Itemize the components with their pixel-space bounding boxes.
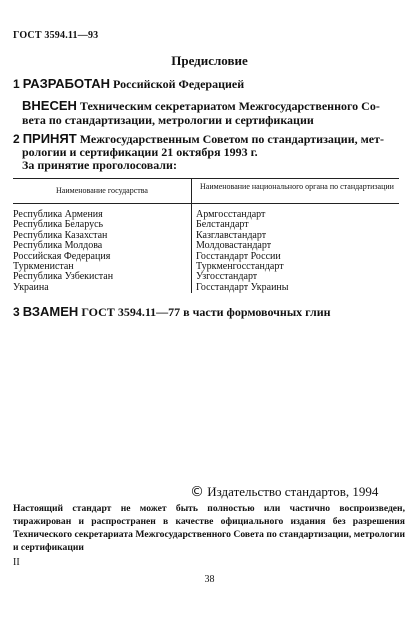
table-cell-state: Республика Узбекистан: [13, 271, 114, 283]
table-cell-organ: Армгосстандарт: [196, 209, 266, 220]
table-cell-state: Российская Федерация: [13, 250, 111, 262]
roman-page-number: II: [13, 557, 20, 568]
copyright-line: [190, 484, 378, 500]
table-cell-state: Республика Казахстан: [13, 229, 108, 241]
document-code: ГОСТ 3594.11—93: [13, 30, 99, 41]
reproduction-notice: Настоящий стандарт не может быть полностью или частично воспроизведен, тиражирован и распространен в качестве официального издания без разрешения Технического секретариата Межгосударственного Совета по стандартизации, метрологии и сертификации: [13, 503, 405, 553]
voting-intro: За принятие проголосовали:: [22, 158, 177, 172]
table-cell-organ: Туркменгосстандарт: [196, 261, 284, 272]
table-cell-state: Республика Молдова: [13, 240, 103, 252]
copyright-icon: ©: [190, 484, 204, 500]
item-text: Российской Федерацией: [110, 77, 245, 91]
item-number: 1: [13, 77, 20, 91]
table-cell-organ: Молдовастандарт: [196, 240, 272, 252]
item-number: 2: [13, 132, 20, 146]
table-cell-organ: Госстандарт России: [196, 250, 281, 262]
table-cell-organ: Белстандарт: [196, 219, 249, 231]
item-text: Межгосударственным Советом по стандартизации, мет-: [76, 132, 385, 146]
column-header-organ: Наименование национального органа по стандартизации: [200, 182, 394, 191]
table-cell-organ: Казглавстандарт: [196, 229, 267, 241]
table-cell-state: Украина: [13, 281, 49, 293]
item-lead: ПРИНЯТ: [22, 131, 77, 146]
foreword-item-1b: [22, 98, 380, 114]
table-header-rule: [13, 203, 399, 204]
item-lead: ВЗАМЕН: [22, 304, 79, 319]
item-lead: ВНЕСЕН: [22, 98, 77, 113]
table-cell-organ: Госстандарт Украины: [196, 281, 289, 293]
copyright-text: Издательство стандартов, 1994: [207, 484, 379, 499]
item-lead: РАЗРАБОТАН: [22, 76, 111, 91]
foreword-item-1b-continuation: вета по стандартизации, метрологии и сертификации: [22, 113, 314, 127]
foreword-item-1: [13, 76, 244, 92]
table-cell-organ: Узгосстандарт: [196, 271, 258, 283]
table-cell-state: Туркменистан: [13, 261, 74, 272]
foreword-item-2-continuation: рологии и сертификации 21 октября 1993 г.: [22, 145, 258, 159]
column-header-state: Наименование государства: [56, 186, 148, 195]
table-column-divider: [191, 203, 192, 293]
table-header-divider: [191, 178, 192, 203]
table-cell-state: Республика Беларусь: [13, 219, 104, 231]
item-number: 3: [13, 305, 20, 319]
page-number: 38: [204, 574, 215, 585]
item-text: ГОСТ 3594.11—77 в части формовочных глин: [78, 305, 331, 319]
table-cell-state: Республика Армения: [13, 209, 103, 220]
table-top-rule: [13, 178, 399, 179]
foreword-item-3: [13, 304, 331, 320]
item-text: Техническим секретариатом Межгосударственного Со-: [76, 99, 380, 113]
page-title: Предисловие: [171, 53, 248, 68]
